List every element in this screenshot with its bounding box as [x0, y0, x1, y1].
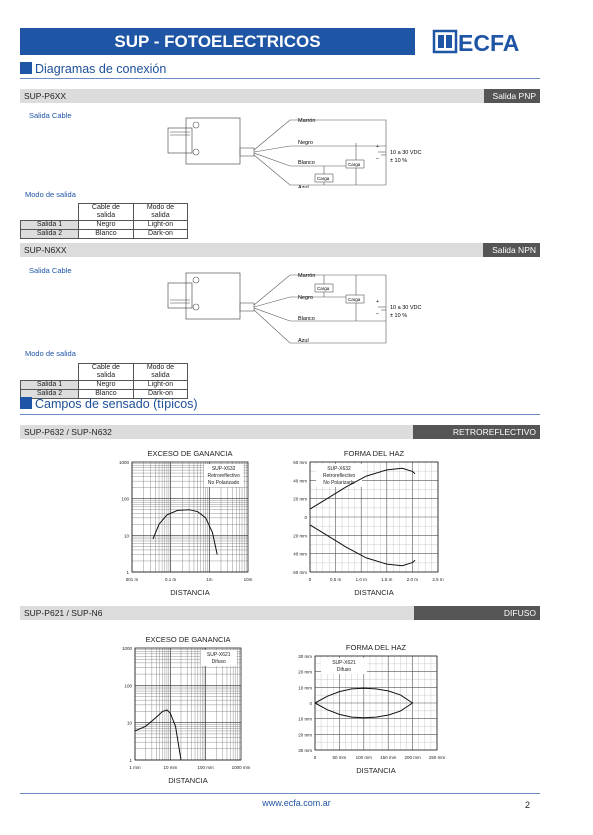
svg-text:+: +: [376, 144, 379, 150]
svg-text:–: –: [376, 156, 379, 162]
cable-label: Salida Cable: [29, 266, 72, 275]
x-axis-label: DISTANCIA: [170, 588, 210, 597]
y-tick-label: 10 mm: [298, 716, 312, 722]
y-tick-label: 30 mm: [298, 748, 312, 753]
x-tick-label: 1m: [206, 577, 213, 582]
x-tick-label: 100 mm: [197, 765, 214, 770]
legend-entry: SUP-X621: [332, 660, 356, 666]
chart-title: FORMA DEL HAZ: [343, 449, 405, 458]
chart-gain-diffuse: [110, 630, 270, 788]
svg-text:Carga: Carga: [348, 297, 361, 302]
legend-entry: Retroreflectivo: [207, 473, 240, 479]
x-tick-label: 2.5 m: [432, 577, 444, 582]
y-tick-label: 20 mm: [298, 669, 312, 675]
x-tick-label: 001 m: [125, 577, 139, 582]
svg-text:Blanco: Blanco: [298, 160, 315, 166]
svg-text:± 10 %: ± 10 %: [390, 313, 408, 319]
divider: [20, 78, 540, 79]
y-tick-label: 100: [121, 496, 129, 502]
legend-entry: No Polarizado: [207, 480, 240, 486]
y-tick-label: 20 mm: [293, 496, 307, 502]
cable-label: Salida Cable: [29, 111, 72, 120]
svg-text:Marrón: Marrón: [298, 273, 316, 279]
y-tick-label: 10: [123, 533, 129, 539]
logo-text: ECFA: [458, 30, 520, 55]
legend-entry: Difuso: [336, 667, 352, 673]
legend-entry: No Polarizado: [323, 480, 355, 486]
x-tick-label: 100 mm: [355, 755, 372, 760]
y-tick-label: 10 mm: [298, 685, 312, 691]
model-bar-npn: SUP-N6XX Salida NPN: [20, 243, 540, 257]
output-type-badge: Salida NPN: [483, 243, 540, 257]
x-tick-label: 1000 mm: [231, 765, 251, 770]
svg-text:Negro: Negro: [298, 140, 313, 146]
svg-text:Marrón: Marrón: [298, 118, 316, 124]
output-type-badge: Salida PNP: [484, 89, 540, 103]
y-tick-label: 20 mm: [298, 732, 312, 738]
svg-text:Carga: Carga: [317, 286, 330, 291]
footer-url[interactable]: www.ecfa.com.ar: [262, 798, 331, 808]
section-title-diagrams: Diagramas de conexión: [20, 62, 166, 76]
y-tick-label: 100: [124, 683, 132, 689]
chart-title: EXCESO DE GANANCIA: [145, 635, 231, 644]
y-tick-label: 60 mm: [293, 460, 307, 465]
ecfa-logo: [432, 28, 540, 55]
svg-text:10 a 30 VDC: 10 a 30 VDC: [390, 150, 422, 156]
y-tick-label: 1: [129, 758, 132, 763]
svg-text:+: +: [376, 299, 379, 305]
output-mode-title: Modo de salida: [25, 190, 76, 199]
x-tick-label: 0.1 m: [165, 577, 177, 582]
legend-entry: Retroreflectivo: [322, 473, 356, 479]
x-tick-label: 1 mm: [129, 765, 141, 770]
output-mode-title: Modo de salida: [25, 349, 76, 358]
svg-text:Carga: Carga: [317, 176, 330, 181]
sensor-bar-diffuse: SUP-P621 / SUP-N6 DIFUSO: [20, 606, 540, 620]
chart-gain-retro: [110, 444, 280, 599]
y-tick-label: 10: [126, 720, 132, 726]
chart-title: EXCESO DE GANANCIA: [147, 449, 233, 458]
x-tick-label: 0.5 m: [329, 577, 342, 582]
chart-beam-retro: [290, 444, 450, 599]
svg-text:–: –: [376, 311, 379, 317]
x-tick-label: 10m: [243, 577, 253, 582]
y-tick-label: 60 mm: [293, 570, 307, 575]
x-tick-label: 50 mm: [332, 755, 347, 760]
sensor-bar-retro: SUP-P632 / SUP-N632 RETROREFLECTIVO: [20, 425, 540, 439]
y-tick-label: 1000: [121, 646, 132, 651]
output-mode-table: Cable de salida Modo de salida Salida 1 Negro Light-on Salida 2 Blanco Dark-on: [20, 203, 188, 239]
x-tick-label: 0: [313, 755, 317, 760]
svg-text:± 10 %: ± 10 %: [390, 158, 408, 164]
x-tick-label: 1.5 m: [381, 577, 393, 582]
y-tick-label: 40 mm: [293, 478, 307, 484]
sensor-type-badge: RETROREFLECTIVO: [413, 425, 540, 439]
section-title-sensing: Campos de sensado (típicos): [20, 397, 198, 411]
svg-text:Azul: Azul: [298, 185, 309, 188]
legend-entry: SUP-X621: [206, 652, 231, 658]
y-tick-label: 1000: [118, 460, 129, 465]
x-axis-label: DISTANCIA: [356, 766, 396, 775]
y-tick-label: 20 mm: [293, 533, 307, 539]
svg-text:Negro: Negro: [298, 295, 313, 301]
x-tick-label: 150 mm: [380, 755, 397, 760]
sensor-type-badge: DIFUSO: [414, 606, 540, 620]
npn-wiring-diagram: [150, 263, 450, 348]
svg-text:10 a 30 VDC: 10 a 30 VDC: [390, 305, 422, 311]
chart-title: FORMA DEL HAZ: [345, 643, 407, 652]
x-tick-label: 200 mm: [404, 755, 421, 760]
legend-entry: SUP-X632: [327, 466, 351, 472]
page-number: 2: [525, 800, 531, 810]
x-tick-label: 0: [308, 577, 312, 582]
y-tick-label: 30 mm: [298, 654, 312, 659]
x-tick-label: 10 mm: [163, 765, 178, 770]
pnp-wiring-diagram: [150, 108, 450, 188]
svg-text:Blanco: Blanco: [298, 316, 315, 322]
series-line: [310, 525, 415, 566]
y-tick-label: 40 mm: [293, 551, 307, 557]
model-bar-pnp: SUP-P6XX Salida PNP: [20, 89, 540, 103]
legend-entry: SUP-X632: [211, 466, 236, 472]
series-line: [135, 710, 181, 760]
svg-text:Carga: Carga: [348, 162, 361, 167]
chart-beam-diffuse: [285, 634, 455, 779]
divider: [20, 414, 540, 415]
x-tick-label: 1.0 m: [355, 577, 367, 582]
x-axis-label: DISTANCIA: [168, 776, 208, 785]
svg-text:Azul: Azul: [298, 338, 309, 344]
y-tick-label: 1: [126, 570, 129, 575]
y-tick-label: 0: [304, 515, 307, 520]
footer-divider: [20, 793, 540, 794]
page-title: SUP - FOTOELECTRICOS: [20, 28, 415, 55]
x-axis-label: DISTANCIA: [354, 588, 394, 597]
y-tick-label: 0: [309, 701, 312, 706]
legend-entry: Difuso: [211, 659, 226, 665]
x-tick-label: 250 mm: [428, 755, 446, 760]
output-mode-table: Cable de salida Modo de salida Salida 1 Negro Light-on Salida 2 Blanco Dark-on: [20, 363, 188, 399]
x-tick-label: 2.0 m: [406, 577, 419, 582]
